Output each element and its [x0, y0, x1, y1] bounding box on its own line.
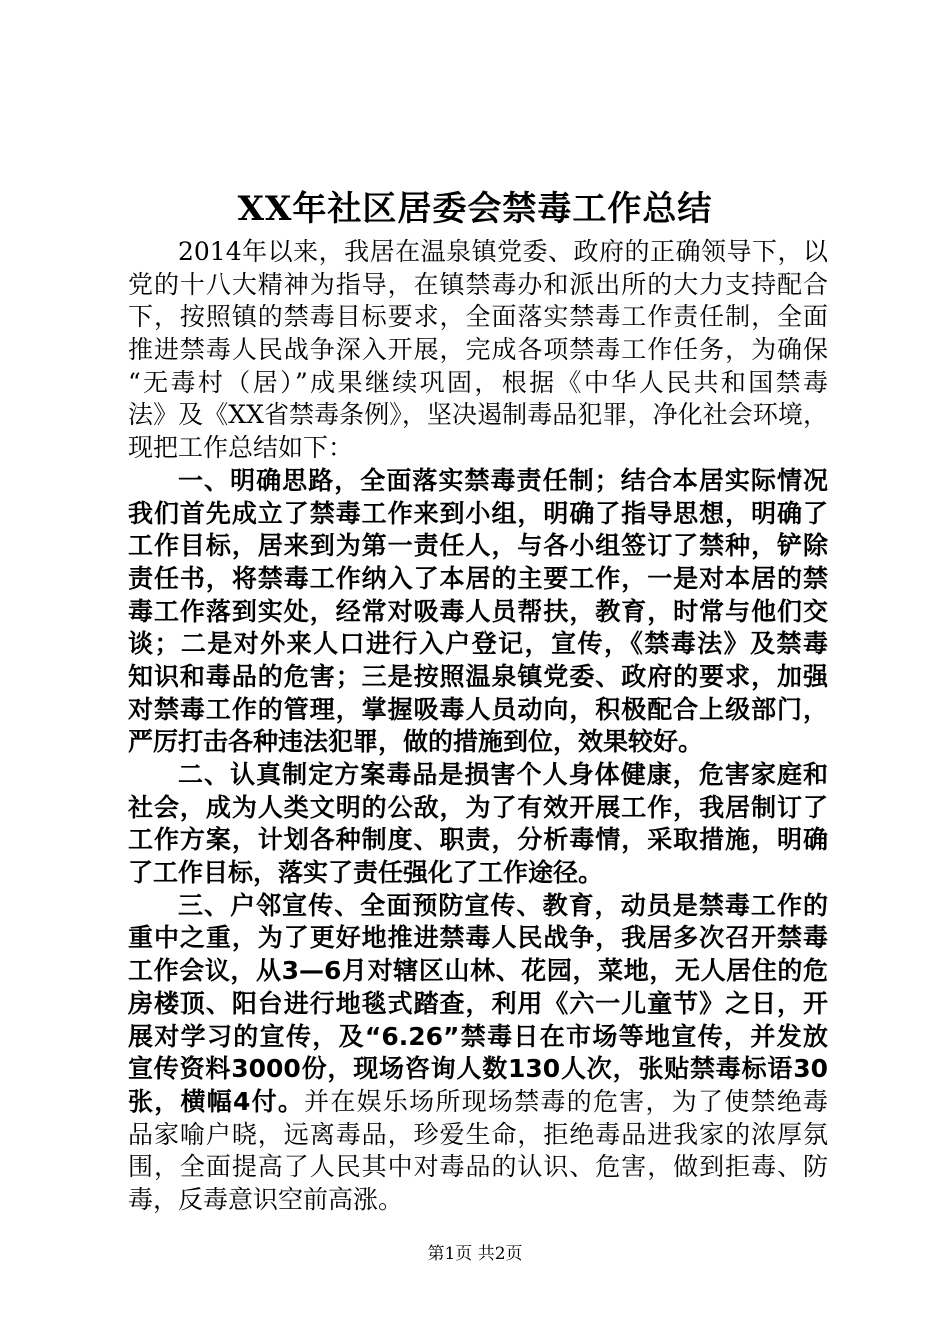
paragraph-line: 党的十八大精神为指导，在镇禁毒办和派出所的大力支持配合 — [128, 269, 828, 299]
paragraph-line: 社会，成为人类文明的公敌，为了有效开展工作，我居制订了 — [128, 792, 828, 822]
paragraph-line: 工作会议，从3—6月对辖区山林、花园，菜地，无人居住的危 — [128, 956, 828, 986]
paragraph-line: 责任书，将禁毒工作纳入了本居的主要工作，一是对本居的禁 — [128, 563, 828, 593]
paragraph-line: 三、户邻宣传、全面预防宣传、教育，动员是禁毒工作的 — [178, 890, 828, 920]
paragraph-line: 毒工作落到实处，经常对吸毒人员帮扶，教育，时常与他们交 — [128, 596, 828, 626]
paragraph-line: 二、认真制定方案毒品是损害个人身体健康，危害家庭和 — [178, 760, 828, 789]
paragraph-line: 重中之重，为了更好地推进禁毒人民战争，我居多次召开禁毒 — [128, 923, 828, 953]
paragraph-line: 2014年以来，我居在温泉镇党委、政府的正确领导下，以 — [178, 237, 828, 266]
line-bold-part: 张，横幅4付。 — [128, 1086, 305, 1116]
line-light-part: 并在娱乐场所现场禁毒的危害，为了使禁绝毒 — [304, 1086, 828, 1116]
paragraph-line-mixed — [128, 1086, 828, 1119]
paragraph-line: 谈；二是对外来人口进行入户登记，宣传，《禁毒法》及禁毒 — [128, 629, 828, 659]
paragraph-line: 房楼顶、阳台进行地毯式踏查，利用《六一儿童节》之日，开 — [128, 988, 828, 1018]
paragraph-line: 严厉打击各种违法犯罪，做的措施到位，效果较好。 — [128, 727, 704, 757]
paragraph-line: 下，按照镇的禁毒目标要求，全面落实禁毒工作责任制，全面 — [128, 302, 828, 332]
paragraph-line: 宣传资料3000份，现场咨询人数130人次，张贴禁毒标语30 — [128, 1054, 828, 1084]
paragraph-line: 现把工作总结如下： — [128, 433, 354, 463]
paragraph-line: 工作目标，居来到为第一责任人，与各小组签订了禁种，铲除 — [128, 531, 828, 561]
paragraph-line: 了工作目标，落实了责任强化了工作途径。 — [128, 858, 604, 888]
paragraph-line: 围，全面提高了人民其中对毒品的认识、危害，做到拒毒、防 — [128, 1152, 828, 1182]
document-body — [128, 236, 828, 1217]
paragraph-line: 工作方案，计划各种制度、职责，分析毒情，采取措施，明确 — [128, 825, 828, 855]
paragraph-line: 推进禁毒人民战争深入开展，完成各项禁毒工作任务，为确保 — [128, 335, 828, 365]
paragraph-line: 对禁毒工作的管理，掌握吸毒人员动向，积极配合上级部门， — [128, 694, 828, 724]
paragraph-line: 毒，反毒意识空前高涨。 — [128, 1184, 404, 1214]
paragraph-line: 展对学习的宣传，及“6.26”禁毒日在市场等地宣传，并发放 — [128, 1021, 828, 1051]
paragraph-line: 知识和毒品的危害；三是按照温泉镇党委、政府的要求，加强 — [128, 661, 828, 691]
page-number-footer: 第1页 共2页 — [427, 1244, 523, 1264]
paragraph-line: 法》及《XX省禁毒条例》，坚决遏制毒品犯罪，净化社会环境， — [128, 400, 828, 430]
paragraph-line: 品家喻户晓，远离毒品，珍爱生命，拒绝毒品进我家的浓厚氛 — [128, 1119, 828, 1149]
paragraph-line: 一、明确思路，全面落实禁毒责任制；结合本居实际情况 — [178, 465, 828, 495]
document-title: XX年社区居委会禁毒工作总结 — [237, 189, 713, 229]
paragraph-line: 我们首先成立了禁毒工作来到小组，明确了指导思想，明确了 — [128, 498, 828, 528]
paragraph-line: “无毒村（居）”成果继续巩固，根据《中华人民共和国禁毒 — [128, 367, 828, 397]
